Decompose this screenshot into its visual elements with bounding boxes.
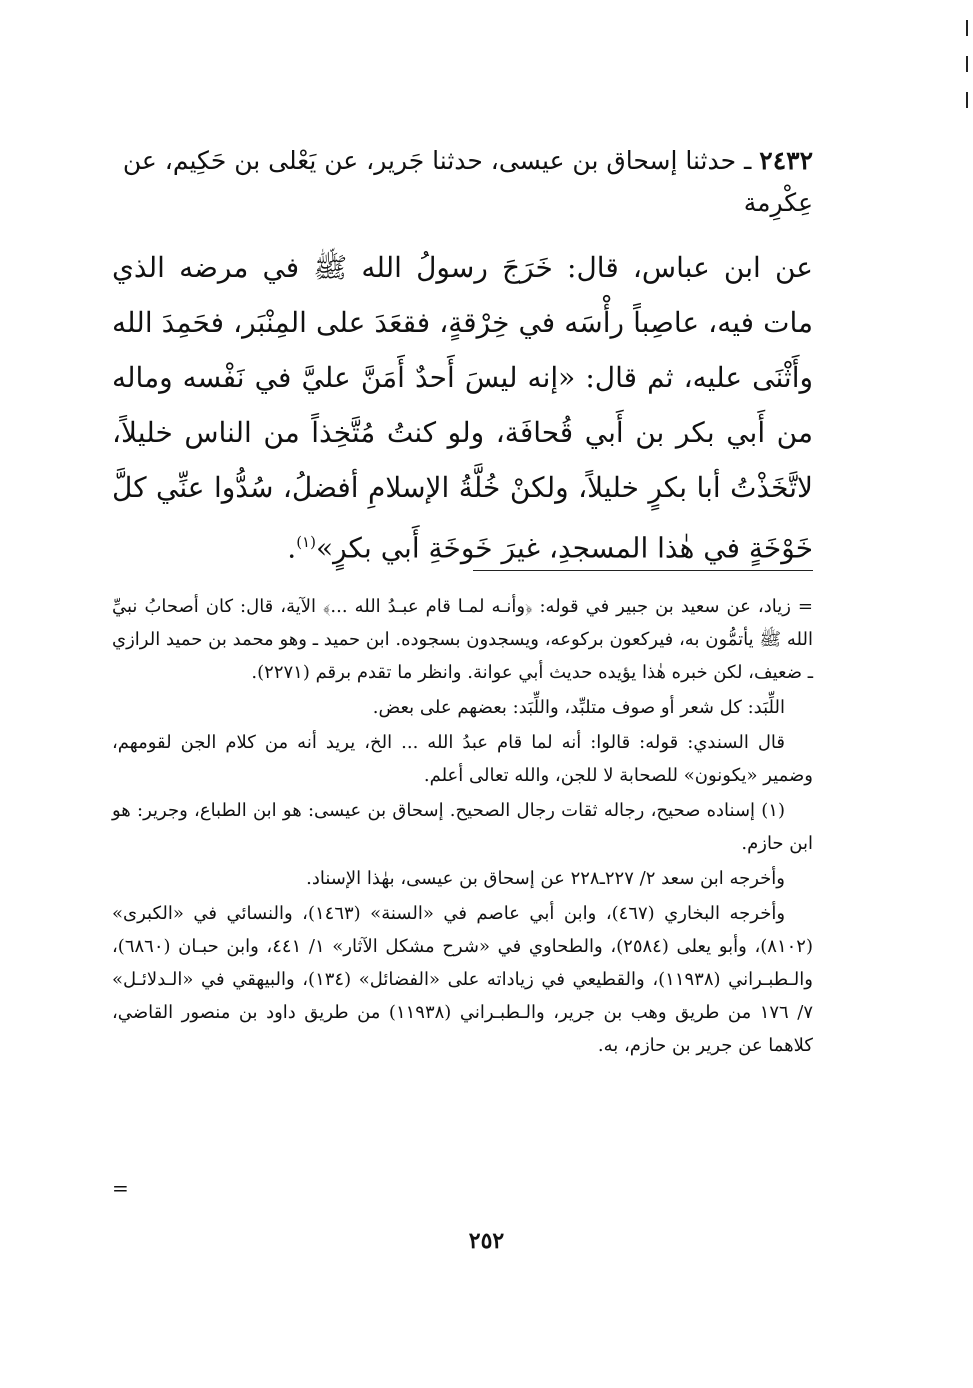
footnote-divider [473, 570, 813, 571]
footnote-paragraph: وأخرجه البخاري (٤٦٧)، وابن أبي عاصم في «السنة» (١٤٦٣)، والنسائي في «الكبرى» (٨١٠٢)، وأبو يعلى (٢٥٨٤)، والطحاوي في «شرح مشكل الآثار» ١/ ٤٤١، وابن حبـان (٦٨٦٠)، والـطبـراني (١١٩٣٨)، والقطيعي في زياداته على «الفضائل» (١٣٤)، والبيهقي في «الـدلائـل» ٧/ ١٧٦ من طريق وهب بن جرير، والـطبـراني (١١٩٣٨) من طريق داود بن منصور القاضي، كلاهما عن جرير بن حازم، به. [112, 903, 813, 1056]
continuation-mark: = [112, 1176, 129, 1200]
hadith-isnad [112, 140, 813, 224]
isnad-text: ـ حدثنا إسحاق بن عيسى، حدثنا جَرير، عن يَعْلى بن حَكِيم، عن [122, 146, 752, 175]
footnote-reference: (١) [296, 533, 316, 551]
hadith-number: ٢٤٣٢ [759, 146, 813, 175]
footnotes-section [112, 590, 813, 1064]
footnote-paragraph: (١) إسناده صحيح، رجاله ثقات رجال الصحيح. إسحاق بن عيسى: هو ابن الطباع، وجرير: هو ابن حازم. [112, 800, 813, 854]
edge-mark [966, 56, 968, 72]
hadith-matn: عن ابن عباس، قال: خَرَجَ رسولُ الله ﷺ في مرضه الذي مات فيه، عاصِباً رأْسَه في خِرْقةٍ، فقعَدَ على المِنْبَر، فحَمِدَ الله وأَثْنَى عليه، ثم قال: «إنه ليسَ أَحدٌ أَمَنَّ عليَّ في نَفْسه وماله من أَبي بكر بن أَبي قُحافَة، ولو كنتُ مُتَّخِذاً من الناس خليلاً، لاتَّخَذْتُ أبا بكرٍ خليلاً، ولكنْ خُلَّةُ الإسلامِ أفضلُ، سُدُّوا عنِّي كلَّ خَوْخَةٍ في هٰذا المسجدِ، غيرَ خَوخَةِ أَبي بكرٍ»$^{(١)}$. [112, 251, 813, 565]
page-number: ٢٥٢ [468, 1228, 505, 1254]
isnad-end: عِكْرِمة [743, 188, 813, 217]
footnote-paragraph: = زياد، عن سعيد بن جبير في قوله: ﴿وأنـه لمـا قام عبـدُ الله ...﴾ الآية، قال: كان أصحابُ نبيِّ الله ﷺ يأتمُّون به، فيركعون بركوعه، ويسجدون بسجوده. ابن حميد ـ وهو محمد بن حميد الرازي ـ ضعيف، لكن خبره هٰذا يؤيده حديث أبي عوانة. وانظر ما تقدم برقم (٢٢٧١). [112, 596, 813, 683]
edge-mark [966, 20, 968, 36]
page-edge-marks [965, 20, 969, 130]
footnote-paragraph: وأخرجه ابن سعد ٢/ ٢٢٧ـ٢٢٨ عن إسحاق بن عيسى، بهٰذا الإسناد. [306, 868, 785, 889]
matn-text: عن ابن عباس، قال: خَرَجَ رسولُ الله ﷺ في مرضه الذي مات فيه، عاصِباً رأْسَه في خِرْقةٍ، فقعَدَ على المِنْبَر، فحَمِدَ الله وأَثْنَى عليه، ثم قال: «إنه ليسَ أَحدٌ أَمَنَّ عليَّ في نَفْسه وماله من أَبي بكر بن أَبي قُحافَة، ولو كنتُ مُتَّخِذاً من الناس خليلاً، لاتَّخَذْتُ أبا بكرٍ خليلاً، ولكنْ خُلَّةُ الإسلامِ أفضلُ، سُدُّوا عنِّي كلَّ خَوْخَةٍ في هٰذا المسجدِ، غيرَ خَوخَةِ أَبي بكرٍ» [112, 251, 813, 565]
footnote-paragraph: قال السندي: قوله: قالوا: أنه لما قام عبدُ الله ... الخ، يريد أنه من كلام الجن لقومهم، وضمير «يكونون» للصحابة لا للجن، والله تعالى أعلم. [112, 732, 813, 786]
footnote-paragraph: اللِّبَد: كل شعر أو صوف متلبِّد، واللِّبَد: بعضهم على بعض. [372, 697, 785, 718]
edge-mark [966, 92, 968, 108]
